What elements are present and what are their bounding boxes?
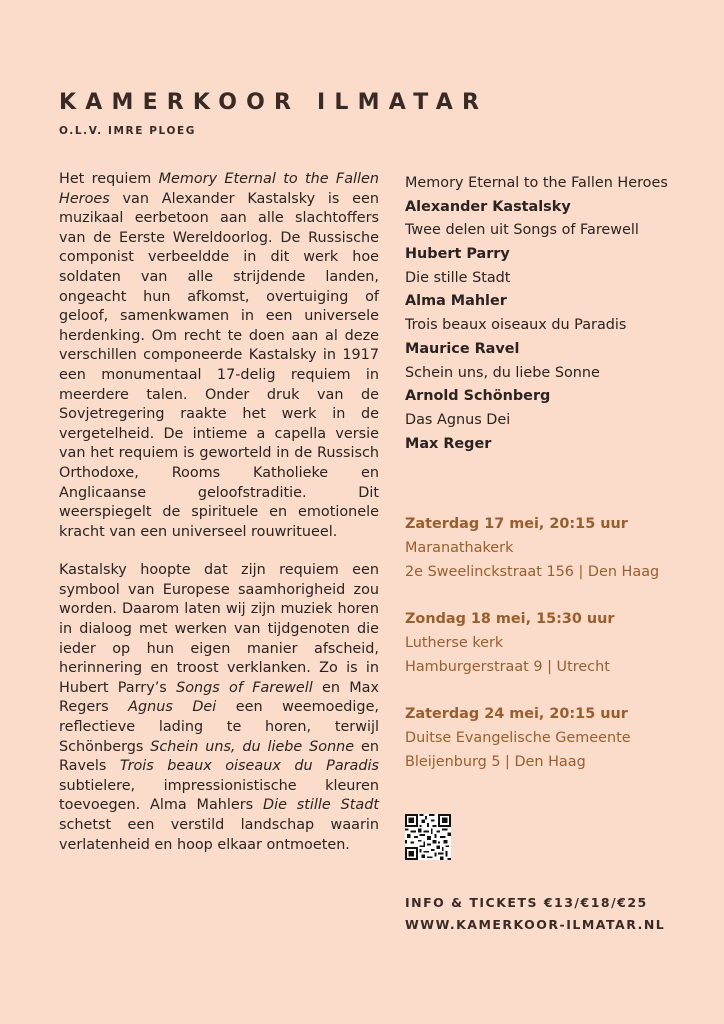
program-work: Memory Eternal to the Fallen Heroes [405,175,668,191]
concert-venue: Duitse Evangelische Gemeente [405,730,631,746]
program-composer: Arnold Schönberg [405,388,551,405]
program-composer: Alexander Kastalsky [405,198,571,215]
website-link[interactable]: WWW.KAMERKOOR-ILMATAR.NL [405,917,666,932]
intro-paragraph-2: Kastalsky hoopte dat zijn requiem een symbool van Europese saamhorigheid zou worden. Daarom laten wij zijn muziek horen in dialoog met werken van tijdgenoten die ieder op hun eigen manier afscheid, herinnering en troost verklanken. Zo is in Hubert Parry’s Songs of Farewell en Max Regers Agnus Dei een weemoedige, reflectieve lading te horen, terwijl Schönbergs Schein uns, du liebe Sonne en Ravels Trois beaux oiseaux du Paradis subtielere, impressionistische kleuren toevoegen. Alma Mahlers Die stille Stadt schetst een verstild landschap waarin verlatenheid en hoop elkaar ontmoeten. [59,562,379,853]
program-work: Schein uns, du liebe Sonne [405,364,600,381]
concert-address: Bleijenburg 5 | Den Haag [405,754,586,770]
concert-venue: Maranathakerk [405,540,514,556]
concert-address: 2e Sweelinckstraat 156 | Den Haag [405,564,660,580]
concert-item [405,702,705,774]
concert-item [405,607,705,679]
program-list [405,172,705,456]
program-composer: Hubert Parry [405,246,510,263]
program-composer: Max Reger [405,435,492,452]
program-work: Das Agnus Dei [405,411,511,428]
concert-date: Zaterdag 17 mei, 20:15 uur [405,516,628,532]
program-work: Trois beaux oiseaux du Paradis [405,317,627,334]
ticket-info [405,892,665,936]
concert-venue: Lutherse kerk [405,635,504,651]
intro-text [59,170,379,874]
concert-item [405,512,705,584]
concert-date: Zondag 18 mei, 15:30 uur [405,611,615,627]
concert-address: Hamburgerstraat 9 | Utrecht [405,659,610,675]
program-composer: Maurice Ravel [405,340,520,357]
program-composer: Alma Mahler [405,293,507,310]
program-work: Twee delen uit Songs of Farewell [405,222,639,239]
qr-code-icon[interactable] [405,814,451,860]
intro-paragraph-1: Het requiem Memory Eternal to the Fallen Heroes van Alexander Kastalsky is een muzikaal eerbetoon aan alle slachtoffers van de Eerste Wereldoorlog. De Russische componist verbeeldde in dit werk hoe soldaten van alle strijdende landen, ongeacht hun afkomst, overtuiging of geloof, samenkwamen in een universele herdenking. Om recht te doen aan al deze verschillen componeerde Kastalsky in 1917 een monumentaal 17-delig requiem in meerdere talen. Onder druk van de Sovjetregering raakte het werk in de vergetelheid. De intieme a capella versie van het requiem is geworteld in de Russisch Orthodoxe, Rooms Katholieke en Anglicaanse geloofstraditie. Dit weerspiegelt de spirituele en emotionele kracht van een universeel rouwritueel. [59,171,379,540]
concert-date: Zaterdag 24 mei, 20:15 uur [405,706,628,722]
concert-list [405,512,705,797]
program-work: Die stille Stadt [405,269,511,286]
page-title: KAMERKOOR ILMATAR [59,90,489,115]
conductor-subtitle: O.L.V. IMRE PLOEG [59,125,196,137]
ticket-prices: INFO & TICKETS €13/€18/€25 [405,895,648,910]
